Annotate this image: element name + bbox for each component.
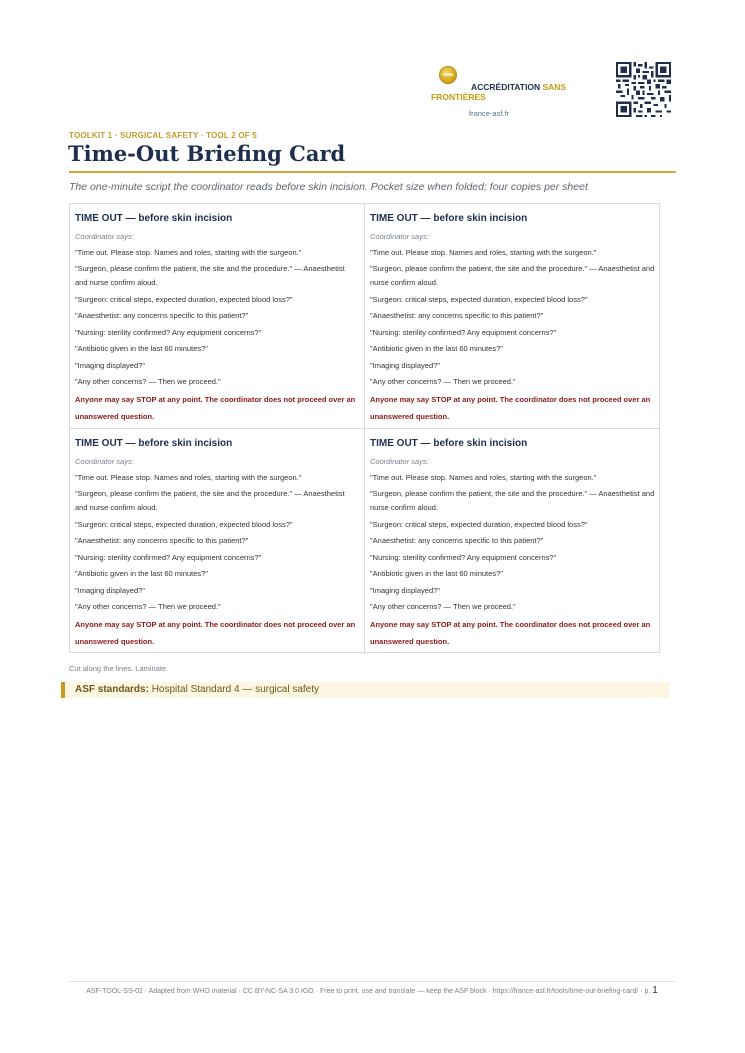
org-name-part2: SANS FRONTIÈRES xyxy=(431,82,567,102)
script-line: "Surgeon, please confirm the patient, the site and the procedure." — Anaesthetist and nurse confirm aloud. xyxy=(75,264,345,287)
standards-value: Hospital Standard 4 — surgical safety xyxy=(151,684,319,695)
script-line: "Time out. Please stop. Names and roles, starting with the surgeon." xyxy=(75,472,302,482)
script-line: "Any other concerns? — Then we proceed." xyxy=(370,602,516,611)
script-line: "Surgeon, please confirm the patient, the site and the procedure." — Anaesthetist and nurse confirm aloud. xyxy=(370,264,655,287)
page-subtitle: The one-minute script the coordinator reads before skin incision. Pocket size when folded; four copies per sheet xyxy=(69,181,588,193)
coordinator-says-label: Coordinator says: xyxy=(75,232,134,241)
script-line: "Anaesthetist: any concerns specific to this patient?" xyxy=(75,536,249,545)
script-line: "Nursing: sterility confirmed? Any equipment concerns?" xyxy=(370,327,557,337)
page-number: 1 xyxy=(652,985,658,996)
script-line: "Time out. Please stop. Names and roles, starting with the surgeon." xyxy=(370,472,597,482)
footer-text: ASF-TOOL-SS-02 · Adapted from WHO material · CC BY-NC-SA 3.0 IGO · Free to print, use and translate — keep the ASF block · https://france-asf.fr/tools/time-out-briefing-card/ · p. xyxy=(86,988,651,995)
org-name-part1: ACCRÉDITATION xyxy=(471,82,541,92)
standards-text xyxy=(75,684,319,695)
script-line: "Anaesthetist: any concerns specific to this patient?" xyxy=(75,311,249,320)
script-line: "Nursing: sterility confirmed? Any equipment concerns?" xyxy=(75,552,262,562)
qr-code-icon xyxy=(616,62,671,117)
script-line: "Nursing: sterility confirmed? Any equipment concerns?" xyxy=(370,552,557,562)
briefing-card xyxy=(70,429,365,654)
standards-label: ASF standards: xyxy=(75,684,149,695)
script-line: "Any other concerns? — Then we proceed." xyxy=(75,377,221,386)
script-line: "Imaging displayed?" xyxy=(75,585,145,595)
script-line: "Antibiotic given in the last 60 minutes?" xyxy=(75,344,208,353)
coordinator-says-label: Coordinator says: xyxy=(75,457,134,466)
script-line: "Any other concerns? — Then we proceed." xyxy=(75,602,221,611)
script-line: "Time out. Please stop. Names and roles, starting with the surgeon." xyxy=(75,247,302,257)
card-title: TIME OUT — before skin incision xyxy=(75,438,233,449)
card-title: TIME OUT — before skin incision xyxy=(370,213,528,224)
stop-warning: Anyone may say STOP at any point. The coordinator does not proceed over an unanswered question. xyxy=(75,395,356,421)
stop-warning: Anyone may say STOP at any point. The coordinator does not proceed over an unanswered question. xyxy=(75,620,356,646)
script-line: "Surgeon: critical steps, expected duration, expected blood loss?" xyxy=(75,519,293,529)
stop-warning: Anyone may say STOP at any point. The coordinator does not proceed over an unanswered question. xyxy=(370,395,651,421)
script-line: "Surgeon, please confirm the patient, the site and the procedure." — Anaesthetist and nurse confirm aloud. xyxy=(75,489,345,512)
script-line: "Surgeon, please confirm the patient, the site and the procedure." — Anaesthetist and nurse confirm aloud. xyxy=(370,489,655,512)
toolkit-kicker: TOOLKIT 1 · SURGICAL SAFETY · TOOL 2 OF 5 xyxy=(69,131,257,140)
script-line: "Imaging displayed?" xyxy=(75,360,145,370)
script-line: "Surgeon: critical steps, expected duration, expected blood loss?" xyxy=(370,519,588,529)
script-line: "Nursing: sterility confirmed? Any equipment concerns?" xyxy=(75,327,262,337)
card-title: TIME OUT — before skin incision xyxy=(75,213,233,224)
briefing-card xyxy=(365,204,660,429)
asf-standards-box xyxy=(61,682,669,698)
script-line: "Imaging displayed?" xyxy=(370,585,440,595)
briefing-card xyxy=(70,204,365,429)
footer-divider xyxy=(69,981,675,982)
script-line: "Surgeon: critical steps, expected duration, expected blood loss?" xyxy=(75,294,293,304)
script-line: "Time out. Please stop. Names and roles, starting with the surgeon." xyxy=(370,247,597,257)
org-name xyxy=(431,82,601,102)
briefing-card xyxy=(365,429,660,654)
page-footer xyxy=(69,985,675,997)
card-title: TIME OUT — before skin incision xyxy=(370,438,528,449)
script-line: "Anaesthetist: any concerns specific to this patient?" xyxy=(370,536,544,545)
script-line: "Surgeon: critical steps, expected duration, expected blood loss?" xyxy=(370,294,588,304)
script-line: "Antibiotic given in the last 60 minutes?" xyxy=(370,569,503,578)
script-line: "Antibiotic given in the last 60 minutes?" xyxy=(370,344,503,353)
title-divider xyxy=(69,171,676,173)
script-line: "Anaesthetist: any concerns specific to this patient?" xyxy=(370,311,544,320)
stop-warning: Anyone may say STOP at any point. The coordinator does not proceed over an unanswered question. xyxy=(370,620,651,646)
script-line: "Imaging displayed?" xyxy=(370,360,440,370)
script-line: "Any other concerns? — Then we proceed." xyxy=(370,377,516,386)
org-url[interactable]: france-asf.fr xyxy=(469,109,510,118)
coordinator-says-label: Coordinator says: xyxy=(370,232,429,241)
cut-note: Cut along the lines. Laminate. xyxy=(69,664,169,673)
page-title: Time-Out Briefing Card xyxy=(68,141,346,166)
coordinator-says-label: Coordinator says: xyxy=(370,457,429,466)
script-line: "Antibiotic given in the last 60 minutes?" xyxy=(75,569,208,578)
cards-grid xyxy=(69,203,660,653)
